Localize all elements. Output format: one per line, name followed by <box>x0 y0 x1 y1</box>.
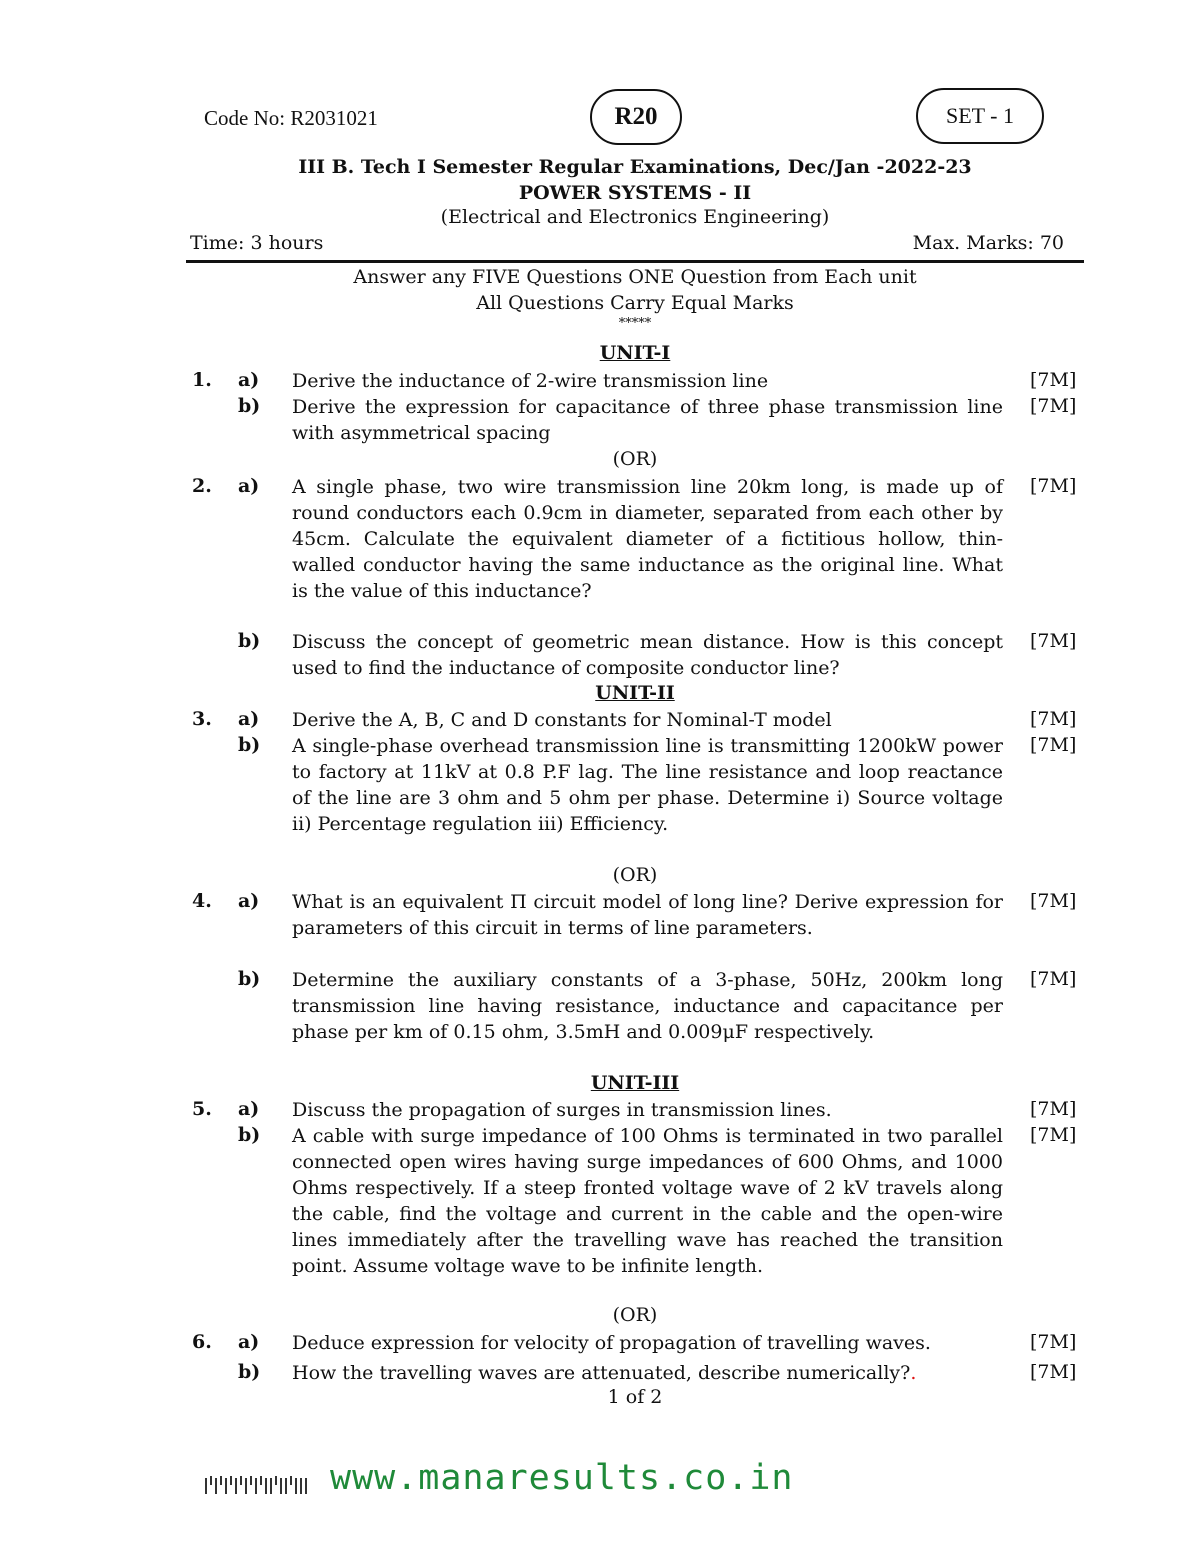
red-dot: . <box>910 1362 917 1384</box>
branch-name: (Electrical and Electronics Engineering) <box>440 206 830 228</box>
question-text: What is an equivalent Π circuit model of long line? Derive expression for parameters of this circuit in terms of line parameters. <box>292 891 1003 939</box>
instruction-line-1: Answer any FIVE Questions ONE Question from Each unit <box>353 266 917 288</box>
code-number: Code No: R2031021 <box>204 106 378 130</box>
or-separator: (OR) <box>612 448 658 470</box>
marks-label: [7M] <box>1030 708 1077 730</box>
website-watermark: www.manaresults.co.in <box>330 1458 794 1498</box>
marks-label: [7M] <box>1030 1331 1077 1353</box>
question-number: 2. <box>192 475 212 497</box>
unit-heading: UNIT-III <box>590 1072 680 1094</box>
separator-stars: ***** <box>618 316 652 331</box>
marks-label: [7M] <box>1030 369 1077 391</box>
part-label: a) <box>238 475 260 497</box>
question-number: 6. <box>192 1331 212 1353</box>
marks-label: [7M] <box>1030 1098 1077 1120</box>
marks-label: [7M] <box>1030 395 1077 417</box>
question-text: A single phase, two wire transmission line 20km long, is made up of round conductors each 0.9cm in diameter, separated from each other by 45cm. Calculate the equivalent diameter of a fictitious hollow, thin-walled conductor having the same inductance as the original line. What is the value of this inductance? <box>292 476 1003 602</box>
question-number: 5. <box>192 1098 212 1120</box>
part-label: b) <box>238 395 261 417</box>
subject-title: POWER SYSTEMS - II <box>518 182 752 204</box>
marks-label: [7M] <box>1030 968 1077 990</box>
question-number: 4. <box>192 890 212 912</box>
max-marks: Max. Marks: 70 <box>912 232 1064 254</box>
or-separator: (OR) <box>612 864 658 886</box>
part-label: a) <box>238 1331 260 1353</box>
question-text: Derive the expression for capacitance of three phase transmission line with asymmetrical spacing <box>292 396 1003 444</box>
question-number: 3. <box>192 708 212 730</box>
or-separator: (OR) <box>612 1304 658 1326</box>
part-label: a) <box>238 708 260 730</box>
question-text: A cable with surge impedance of 100 Ohms is terminated in two parallel connected open wires having surge impedances of 600 Ohms, and 1000 Ohms respectively. If a steep fronted voltage wave of 2 kV travels along the cable, find the voltage and current in the cable and the open-wire lines immediately after the travelling wave has reached the transition point. Assume voltage wave to be infinite length. <box>292 1125 1003 1277</box>
question-text: Derive the inductance of 2-wire transmission line <box>292 370 769 392</box>
question-number: 1. <box>192 369 212 391</box>
exam-title: III B. Tech I Semester Regular Examinations, Dec/Jan -2022-23 <box>298 156 972 178</box>
marks-label: [7M] <box>1030 630 1077 652</box>
question-text: Determine the auxiliary constants of a 3-phase, 50Hz, 200km long transmission line having resistance, inductance and capacitance per phase per km of 0.15 ohm, 3.5mH and 0.009μF respectively. <box>292 969 1003 1043</box>
part-label: a) <box>238 890 260 912</box>
part-label: a) <box>238 1098 260 1120</box>
marks-label: [7M] <box>1030 1361 1077 1383</box>
part-label: a) <box>238 369 260 391</box>
question-text: A single-phase overhead transmission line is transmitting 1200kW power to factory at 11kV at 0.8 P.F lag. The line resistance and loop reactance of the line are 3 ohm and 5 ohm per phase. Determine i) Source voltage ii) Percentage regulation iii) Efficiency. <box>292 735 1003 835</box>
page-number: 1 of 2 <box>607 1386 663 1408</box>
header-divider <box>186 260 1084 263</box>
part-label: b) <box>238 968 261 990</box>
part-label: b) <box>238 734 261 756</box>
question-text: How the travelling waves are attenuated, describe numerically?. <box>292 1362 917 1384</box>
part-label: b) <box>238 1361 261 1383</box>
unit-heading: UNIT-I <box>599 342 671 364</box>
question-text: Derive the A, B, C and D constants for Nominal-T model <box>292 709 832 731</box>
unit-heading: UNIT-II <box>595 682 675 704</box>
exam-duration: Time: 3 hours <box>190 232 324 254</box>
part-label: b) <box>238 1124 261 1146</box>
marks-label: [7M] <box>1030 734 1077 756</box>
question-text: Deduce expression for velocity of propagation of travelling waves. <box>292 1332 931 1354</box>
set-badge: SET - 1 <box>916 88 1044 144</box>
marks-label: [7M] <box>1030 1124 1077 1146</box>
barcode-icon <box>205 1476 315 1494</box>
regulation-badge: R20 <box>590 89 682 145</box>
marks-label: [7M] <box>1030 475 1077 497</box>
instruction-line-2: All Questions Carry Equal Marks <box>476 292 794 314</box>
part-label: b) <box>238 630 261 652</box>
marks-label: [7M] <box>1030 890 1077 912</box>
question-text: Discuss the propagation of surges in transmission lines. <box>292 1099 832 1121</box>
question-text: Discuss the concept of geometric mean distance. How is this concept used to find the inductance of composite conductor line? <box>292 631 1003 679</box>
